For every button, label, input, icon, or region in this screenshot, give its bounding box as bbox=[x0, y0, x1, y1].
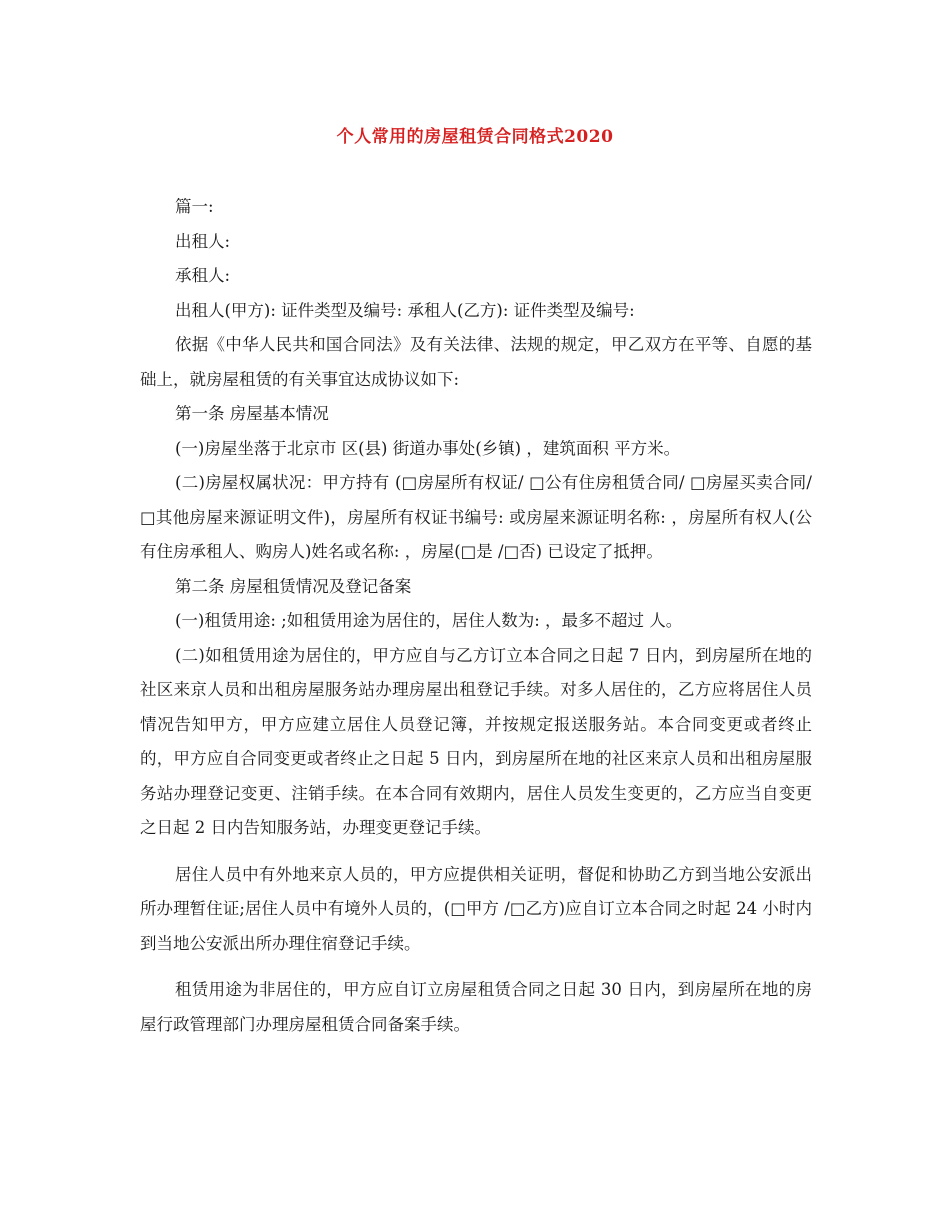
paragraph-article-2-heading: 第二条 房屋租赁情况及登记备案 bbox=[175, 576, 412, 596]
paragraph-article-2-item-2: (二)如租赁用途为居住的，甲方应自与乙方订立本合同之日起 7 日内，到房屋所在地的社区来京人员和出租房屋服务站办理房屋出租登记手续。对多人居住的，乙方应将居住人员情况告知甲方，甲方应建立居住人员登记簿，并按规定报送服务站。本合同变更或者终止的，甲方应自合同变更或者终止之日起 5 日内，到房屋所在地的社区来京人员和出租房屋服务站办理登记变更、注销手续。在本合同有效期内，居住人员发生变更的，乙方应当自变更之日起 2 日内告知服务站，办理变更登记手续。 bbox=[140, 645, 812, 837]
document-title: 个人常用的房屋租赁合同格式2020 bbox=[336, 127, 614, 147]
paragraph-article-1-item-1: (一)房屋坐落于北京市 区(县) 街道办事处(乡镇) ，建筑面积 平方米。 bbox=[175, 438, 681, 458]
paragraph-non-local-residents: 居住人员中有外地来京人员的，甲方应提供相关证明，督促和协助乙方到当地公安派出所办理暂住证;居住人员中有境外人员的，(□甲方 /□乙方)应自订立本合同之时起 24 小时内到当地公安派出所办理住宿登记手续。 bbox=[140, 864, 812, 953]
paragraph-lessor: 出租人: bbox=[175, 231, 231, 251]
paragraph-lessee: 承租人: bbox=[175, 266, 231, 285]
paragraph-article-2-item-1: (一)租赁用途: ;如租赁用途为居住的，居住人数为: ，最多不超过 人。 bbox=[175, 611, 683, 630]
paragraph-section-heading: 篇一: bbox=[175, 197, 214, 216]
paragraph-non-residential-use: 租赁用途为非居住的，甲方应自订立房屋租赁合同之日起 30 日内，到房屋所在地的房屋行政管理部门办理房屋租赁合同备案手续。 bbox=[140, 980, 812, 1034]
document-body bbox=[140, 190, 812, 1042]
paragraph-preamble: 依据《中华人民共和国合同法》及有关法律、法规的规定，甲乙双方在平等、自愿的基础上，就房屋租赁的有关事宜达成协议如下: bbox=[140, 335, 812, 389]
paragraph-article-1-item-2: (二)房屋权属状况：甲方持有 (□房屋所有权证/ □公有住房租赁合同/ □房屋买卖合同/ □其他房屋来源证明文件)，房屋所有权证书编号: 或房屋来源证明名称: ，房屋所有权人(公有住房承租人、购房人)姓名或名称: ，房屋(□是 /□否) 已设定了抵押。 bbox=[140, 473, 812, 561]
paragraph-parties-id: 出租人(甲方): 证件类型及编号: 承租人(乙方): 证件类型及编号: bbox=[175, 300, 635, 320]
paragraph-article-1-heading: 第一条 房屋基本情况 bbox=[175, 404, 329, 423]
